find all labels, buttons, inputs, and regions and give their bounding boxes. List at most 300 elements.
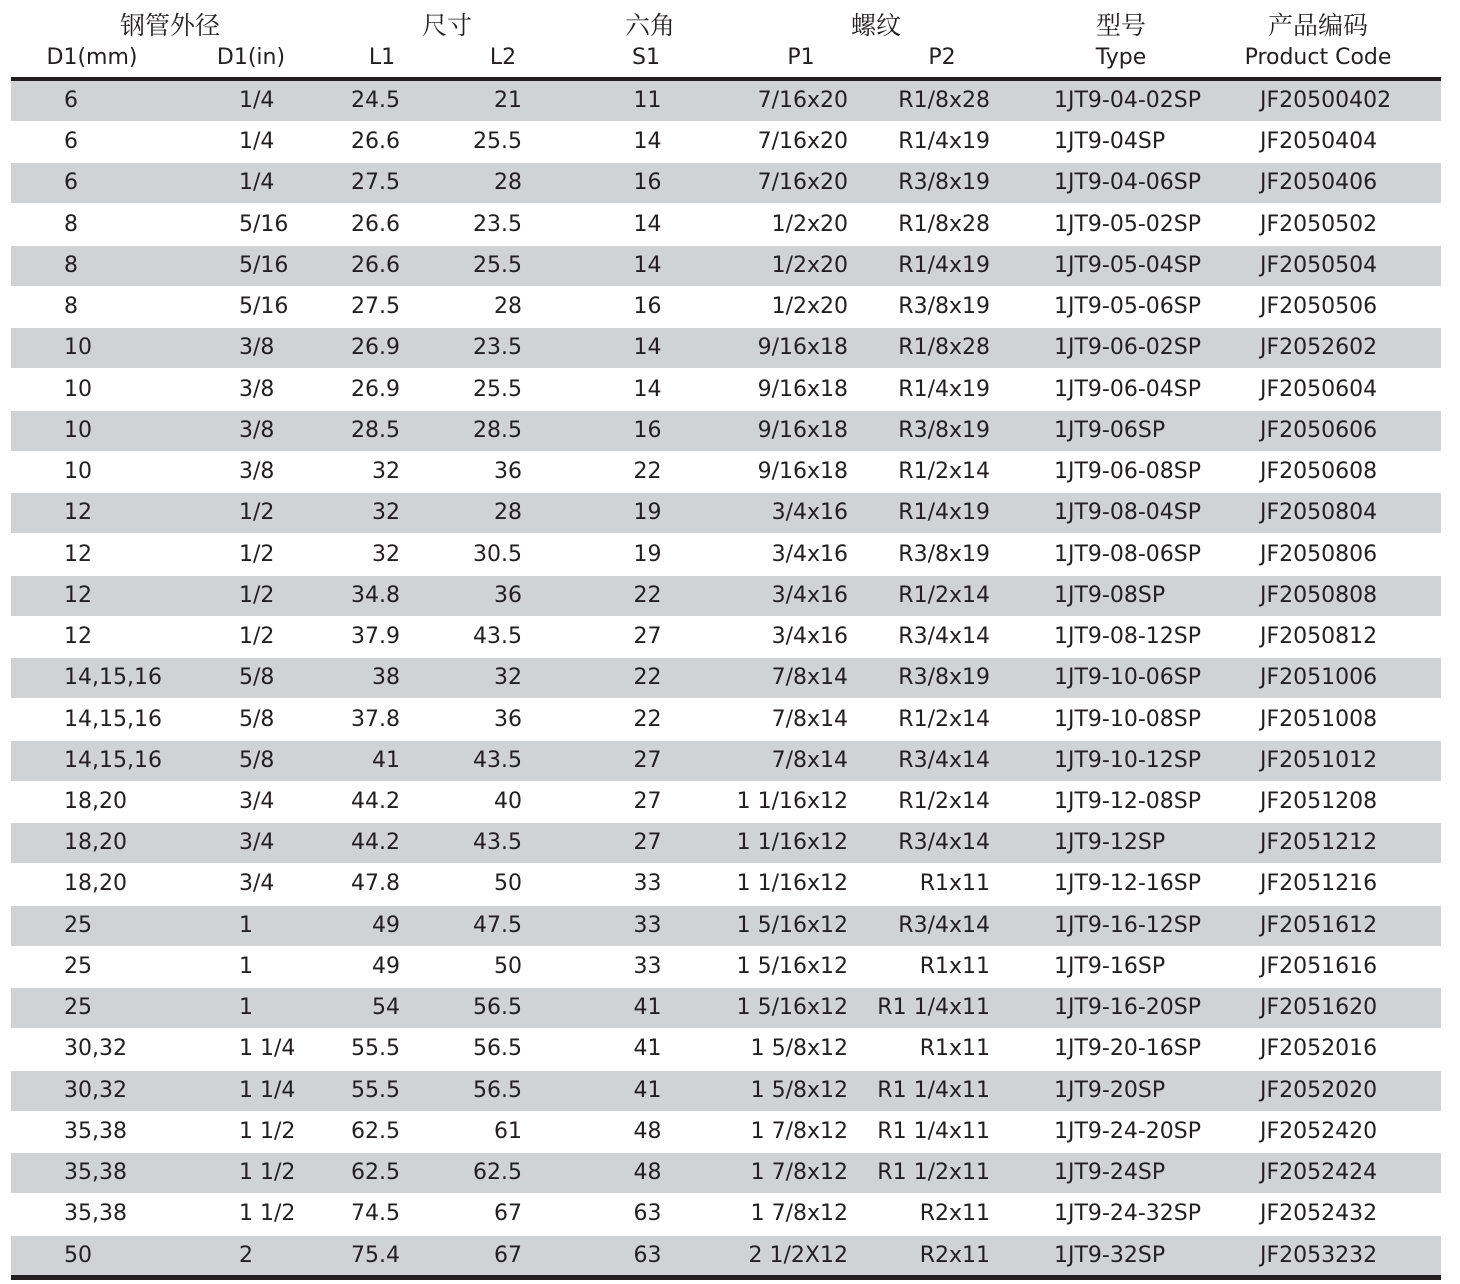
cell-d1-in: 1/4 [239, 88, 275, 113]
cell-s1: 33 [633, 912, 662, 938]
cell-p1: 9/16x18 [757, 417, 848, 443]
cell-p2: R1x11 [919, 1036, 990, 1062]
table-row [11, 741, 1441, 781]
column-header-s1: S1 [632, 45, 660, 70]
column-header-l2: L2 [489, 45, 517, 70]
cell-s1: 63 [633, 1242, 662, 1268]
cell-d1-in: 3/8 [239, 417, 275, 443]
cell-d1-mm: 35,38 [64, 1201, 127, 1227]
cell-product-code: JF2051216 [1260, 871, 1378, 897]
table-row [11, 287, 1441, 327]
table-row [11, 452, 1441, 492]
cell-s1: 22 [633, 665, 662, 691]
cell-product-code: JF2051620 [1260, 995, 1378, 1021]
cell-d1-mm: 18,20 [64, 871, 127, 897]
cell-p1: 7/16x20 [757, 170, 848, 196]
cell-l2: 25.5 [473, 252, 522, 278]
cell-product-code: JF2050406 [1260, 170, 1378, 196]
cell-d1-mm: 6 [64, 129, 78, 155]
cell-s1: 41 [633, 1077, 662, 1103]
cell-product-code: JF2052424 [1260, 1160, 1378, 1186]
cell-p1: 1 1/16x12 [736, 788, 848, 814]
table-row [11, 1029, 1441, 1069]
cell-type: 1JT9-12-08SP [1054, 788, 1202, 814]
cell-p2: R3/8x19 [898, 417, 990, 443]
cell-d1-in: 1/4 [239, 129, 275, 155]
cell-d1-mm: 35,38 [64, 1160, 127, 1186]
cell-p2: R1x11 [919, 871, 990, 897]
header-group-product-code: 产品编码 [1267, 11, 1369, 40]
cell-s1: 22 [633, 706, 662, 732]
cell-p2: R3/4x14 [898, 912, 990, 938]
cell-s1: 48 [633, 1160, 662, 1186]
cell-s1: 14 [633, 376, 662, 402]
cell-product-code: JF2051616 [1260, 953, 1378, 979]
cell-l1: 26.6 [351, 252, 400, 278]
cell-p2: R1/2x14 [898, 788, 990, 814]
cell-l2: 32 [494, 665, 522, 691]
cell-p2: R1 1/2x11 [877, 1160, 990, 1186]
cell-p2: R1/8x28 [898, 335, 990, 361]
cell-product-code: JF2050404 [1260, 129, 1378, 155]
cell-p1: 7/16x20 [757, 88, 848, 113]
cell-type: 1JT9-12-16SP [1054, 871, 1202, 897]
column-header-product-code: Product Code [1244, 45, 1392, 70]
cell-s1: 14 [633, 211, 662, 237]
table-row [11, 205, 1441, 245]
cell-s1: 27 [633, 624, 662, 650]
table-row [11, 535, 1441, 575]
cell-l1: 26.6 [351, 129, 400, 155]
cell-l1: 55.5 [351, 1036, 400, 1062]
cell-l1: 62.5 [351, 1118, 400, 1144]
cell-p2: R2x11 [919, 1242, 990, 1268]
cell-p1: 9/16x18 [757, 376, 848, 402]
cell-d1-mm: 25 [64, 912, 92, 938]
table-row [11, 1071, 1441, 1111]
cell-l1: 75.4 [351, 1242, 400, 1268]
cell-p1: 9/16x18 [757, 459, 848, 485]
header-group-thread: 螺纹 [850, 11, 902, 40]
cell-l2: 21 [494, 88, 522, 113]
cell-l1: 47.8 [351, 871, 400, 897]
cell-d1-mm: 8 [64, 294, 78, 320]
cell-type: 1JT9-20-16SP [1054, 1036, 1202, 1062]
cell-l2: 28 [494, 170, 522, 196]
cell-d1-mm: 30,32 [64, 1077, 127, 1103]
cell-d1-mm: 10 [64, 459, 92, 485]
cell-l1: 37.9 [351, 624, 400, 650]
cell-d1-mm: 18,20 [64, 788, 127, 814]
cell-l1: 41 [372, 747, 400, 773]
header-group-steel-pipe-od: 钢管外径 [119, 11, 221, 40]
cell-l2: 28 [494, 500, 522, 526]
cell-p2: R1/2x14 [898, 706, 990, 732]
cell-l2: 36 [494, 582, 522, 608]
cell-product-code: JF2050804 [1260, 500, 1378, 526]
table-row [11, 493, 1441, 533]
cell-type: 1JT9-06-02SP [1054, 335, 1202, 361]
cell-l2: 61 [494, 1118, 522, 1144]
cell-product-code: JF2051212 [1260, 830, 1378, 856]
cell-d1-mm: 10 [64, 417, 92, 443]
cell-d1-in: 1 [239, 995, 253, 1021]
cell-d1-mm: 6 [64, 170, 78, 196]
cell-s1: 16 [633, 170, 662, 196]
cell-l2: 67 [494, 1201, 522, 1227]
cell-d1-in: 3/4 [239, 788, 275, 814]
cell-type: 1JT9-10-12SP [1054, 747, 1202, 773]
header-group-hex: 六角 [624, 11, 676, 40]
cell-p1: 7/8x14 [771, 706, 848, 732]
cell-s1: 14 [633, 335, 662, 361]
cell-d1-mm: 14,15,16 [64, 706, 162, 732]
cell-type: 1JT9-16SP [1054, 953, 1166, 979]
cell-p1: 1 5/8x12 [750, 1036, 848, 1062]
cell-type: 1JT9-10-08SP [1054, 706, 1202, 732]
cell-l2: 36 [494, 459, 522, 485]
cell-l1: 54 [372, 995, 400, 1021]
cell-l1: 44.2 [351, 830, 400, 856]
cell-d1-mm: 6 [64, 88, 78, 113]
cell-l2: 56.5 [473, 1077, 522, 1103]
cell-l2: 23.5 [473, 211, 522, 237]
cell-l1: 44.2 [351, 788, 400, 814]
cell-type: 1JT9-08-06SP [1054, 541, 1202, 567]
column-header-p2: P2 [928, 45, 956, 70]
cell-p2: R1/2x14 [898, 459, 990, 485]
cell-l1: 62.5 [351, 1160, 400, 1186]
cell-l2: 47.5 [473, 912, 522, 938]
cell-p1: 3/4x16 [771, 500, 848, 526]
cell-l2: 50 [494, 871, 522, 897]
cell-type: 1JT9-16-12SP [1054, 912, 1202, 938]
column-header-d1-in: D1(in) [216, 45, 286, 70]
cell-d1-in: 1 1/4 [239, 1077, 296, 1103]
cell-l1: 34.8 [351, 582, 400, 608]
cell-l2: 50 [494, 953, 522, 979]
cell-product-code: JF2052602 [1260, 335, 1378, 361]
cell-s1: 33 [633, 871, 662, 897]
cell-type: 1JT9-12SP [1054, 830, 1166, 856]
cell-product-code: JF2051012 [1260, 747, 1378, 773]
cell-d1-mm: 14,15,16 [64, 747, 162, 773]
cell-d1-mm: 25 [64, 953, 92, 979]
cell-product-code: JF2050806 [1260, 541, 1378, 567]
cell-l2: 28.5 [473, 417, 522, 443]
cell-p1: 1/2x20 [771, 294, 848, 320]
cell-p1: 1 5/8x12 [750, 1077, 848, 1103]
cell-type: 1JT9-24-20SP [1054, 1118, 1202, 1144]
cell-l1: 32 [372, 459, 400, 485]
cell-l1: 26.9 [351, 335, 400, 361]
cell-p2: R1x11 [919, 953, 990, 979]
bottom-rule [11, 1275, 1441, 1280]
cell-product-code: JF2050808 [1260, 582, 1378, 608]
cell-d1-in: 3/8 [239, 335, 275, 361]
cell-l1: 49 [372, 953, 400, 979]
cell-l2: 43.5 [473, 747, 522, 773]
cell-p1: 1 1/16x12 [736, 830, 848, 856]
table-row [11, 81, 1441, 121]
cell-d1-in: 1/4 [239, 170, 275, 196]
cell-d1-in: 1/2 [239, 582, 275, 608]
table-row [11, 823, 1441, 863]
cell-d1-in: 5/16 [239, 252, 289, 278]
cell-l1: 32 [372, 541, 400, 567]
cell-p1: 7/16x20 [757, 129, 848, 155]
table-row [11, 576, 1441, 616]
cell-d1-in: 5/8 [239, 665, 275, 691]
cell-d1-mm: 8 [64, 211, 78, 237]
header-group-model: 型号 [1095, 11, 1147, 40]
cell-d1-mm: 8 [64, 252, 78, 278]
cell-d1-in: 1 1/4 [239, 1036, 296, 1062]
cell-d1-in: 1 1/2 [239, 1118, 296, 1144]
cell-l2: 28 [494, 294, 522, 320]
cell-l1: 27.5 [351, 170, 400, 196]
cell-p1: 1 5/16x12 [736, 912, 848, 938]
table-row [11, 906, 1441, 946]
cell-d1-in: 1/2 [239, 624, 275, 650]
cell-d1-in: 5/16 [239, 211, 289, 237]
cell-product-code: JF20500402 [1260, 88, 1392, 113]
cell-product-code: JF2051008 [1260, 706, 1378, 732]
cell-type: 1JT9-06SP [1054, 417, 1166, 443]
cell-s1: 27 [633, 788, 662, 814]
cell-l2: 30.5 [473, 541, 522, 567]
cell-p2: R2x11 [919, 1201, 990, 1227]
cell-d1-in: 1 1/2 [239, 1201, 296, 1227]
cell-s1: 63 [633, 1201, 662, 1227]
cell-type: 1JT9-06-08SP [1054, 459, 1202, 485]
cell-product-code: JF2051006 [1260, 665, 1378, 691]
cell-l2: 62.5 [473, 1160, 522, 1186]
cell-p2: R1 1/4x11 [877, 1077, 990, 1103]
cell-product-code: JF2050608 [1260, 459, 1378, 485]
cell-d1-mm: 10 [64, 335, 92, 361]
cell-d1-mm: 25 [64, 995, 92, 1021]
cell-p2: R1/2x14 [898, 582, 990, 608]
cell-p1: 7/8x14 [771, 665, 848, 691]
column-header-type: Type [1095, 45, 1147, 70]
cell-type: 1JT9-05-04SP [1054, 252, 1202, 278]
cell-d1-in: 1 [239, 953, 253, 979]
cell-p2: R3/8x19 [898, 170, 990, 196]
cell-type: 1JT9-05-06SP [1054, 294, 1202, 320]
cell-product-code: JF2050604 [1260, 376, 1378, 402]
cell-d1-mm: 12 [64, 582, 92, 608]
cell-p1: 1 7/8x12 [750, 1201, 848, 1227]
table-row [11, 1112, 1441, 1152]
cell-s1: 22 [633, 459, 662, 485]
column-header-d1-mm: D1(mm) [46, 45, 138, 70]
cell-l2: 36 [494, 706, 522, 732]
cell-l1: 32 [372, 500, 400, 526]
cell-s1: 41 [633, 1036, 662, 1062]
cell-d1-mm: 30,32 [64, 1036, 127, 1062]
cell-l2: 25.5 [473, 376, 522, 402]
cell-l2: 23.5 [473, 335, 522, 361]
cell-p2: R1 1/4x11 [877, 1118, 990, 1144]
cell-p2: R3/4x14 [898, 830, 990, 856]
cell-s1: 41 [633, 995, 662, 1021]
table-row [11, 617, 1441, 657]
cell-p2: R1 1/4x11 [877, 995, 990, 1021]
cell-p1: 1 1/16x12 [736, 871, 848, 897]
cell-p1: 9/16x18 [757, 335, 848, 361]
cell-d1-in: 1/2 [239, 500, 275, 526]
cell-l2: 56.5 [473, 1036, 522, 1062]
table-row [11, 1153, 1441, 1193]
cell-d1-mm: 12 [64, 624, 92, 650]
column-header-l1: L1 [368, 45, 396, 70]
cell-p1: 3/4x16 [771, 541, 848, 567]
cell-p2: R1/4x19 [898, 252, 990, 278]
cell-product-code: JF2053232 [1260, 1242, 1378, 1268]
cell-s1: 27 [633, 830, 662, 856]
table-row [11, 700, 1441, 740]
cell-p1: 3/4x16 [771, 582, 848, 608]
table-row [11, 246, 1441, 286]
cell-d1-in: 3/4 [239, 871, 275, 897]
cell-type: 1JT9-20SP [1054, 1077, 1166, 1103]
cell-l2: 67 [494, 1242, 522, 1268]
cell-p2: R1/8x28 [898, 88, 990, 113]
cell-type: 1JT9-10-06SP [1054, 665, 1202, 691]
cell-p1: 3/4x16 [771, 624, 848, 650]
cell-p1: 1 5/16x12 [736, 953, 848, 979]
cell-p1: 1/2x20 [771, 252, 848, 278]
cell-l1: 38 [372, 665, 400, 691]
cell-d1-in: 3/8 [239, 459, 275, 485]
table-row [11, 411, 1441, 451]
cell-d1-mm: 10 [64, 376, 92, 402]
cell-s1: 27 [633, 747, 662, 773]
cell-s1: 22 [633, 582, 662, 608]
cell-l1: 74.5 [351, 1201, 400, 1227]
table-row [11, 947, 1441, 987]
cell-d1-in: 3/8 [239, 376, 275, 402]
table-row [11, 122, 1441, 162]
cell-p1: 1 5/16x12 [736, 995, 848, 1021]
cell-product-code: JF2050502 [1260, 211, 1378, 237]
cell-l1: 55.5 [351, 1077, 400, 1103]
cell-d1-in: 5/8 [239, 706, 275, 732]
cell-p1: 7/8x14 [771, 747, 848, 773]
cell-p2: R3/8x19 [898, 541, 990, 567]
cell-product-code: JF2051612 [1260, 912, 1378, 938]
cell-d1-in: 1/2 [239, 541, 275, 567]
cell-d1-mm: 12 [64, 541, 92, 567]
cell-s1: 14 [633, 252, 662, 278]
cell-p2: R3/8x19 [898, 665, 990, 691]
cell-p1: 1 7/8x12 [750, 1118, 848, 1144]
cell-product-code: JF2051208 [1260, 788, 1378, 814]
table-row [11, 658, 1441, 698]
cell-type: 1JT9-08SP [1054, 582, 1166, 608]
cell-type: 1JT9-08-04SP [1054, 500, 1202, 526]
cell-d1-mm: 18,20 [64, 830, 127, 856]
cell-product-code: JF2050504 [1260, 252, 1378, 278]
cell-p2: R3/8x19 [898, 294, 990, 320]
cell-product-code: JF2052432 [1260, 1201, 1378, 1227]
cell-s1: 16 [633, 417, 662, 443]
cell-type: 1JT9-24-32SP [1054, 1201, 1202, 1227]
cell-type: 1JT9-04-06SP [1054, 170, 1202, 196]
cell-d1-in: 3/4 [239, 830, 275, 856]
cell-type: 1JT9-04SP [1054, 129, 1166, 155]
cell-d1-mm: 12 [64, 500, 92, 526]
cell-type: 1JT9-32SP [1054, 1242, 1166, 1268]
table-row [11, 1194, 1441, 1234]
table-row [11, 1236, 1441, 1276]
cell-d1-mm: 50 [64, 1242, 92, 1268]
cell-s1: 16 [633, 294, 662, 320]
cell-p2: R1/4x19 [898, 129, 990, 155]
cell-s1: 19 [633, 500, 662, 526]
cell-l2: 56.5 [473, 995, 522, 1021]
table-row [11, 782, 1441, 822]
cell-l2: 40 [494, 788, 522, 814]
table-header [0, 0, 1460, 80]
cell-d1-mm: 35,38 [64, 1118, 127, 1144]
cell-p1: 2 1/2X12 [748, 1242, 848, 1268]
cell-p2: R1/4x19 [898, 500, 990, 526]
cell-s1: 14 [633, 129, 662, 155]
cell-d1-in: 5/8 [239, 747, 275, 773]
product-table-body [11, 81, 1441, 1277]
cell-s1: 19 [633, 541, 662, 567]
cell-l2: 25.5 [473, 129, 522, 155]
cell-d1-in: 1 1/2 [239, 1160, 296, 1186]
table-row [11, 370, 1441, 410]
cell-l1: 37.8 [351, 706, 400, 732]
header-group-dimensions: 尺寸 [421, 11, 473, 40]
cell-type: 1JT9-24SP [1054, 1160, 1166, 1186]
cell-d1-in: 5/16 [239, 294, 289, 320]
cell-product-code: JF2050812 [1260, 624, 1378, 650]
cell-product-code: JF2052020 [1260, 1077, 1378, 1103]
cell-l2: 43.5 [473, 830, 522, 856]
cell-p1: 1/2x20 [771, 211, 848, 237]
cell-p2: R3/4x14 [898, 747, 990, 773]
table-row [11, 328, 1441, 368]
cell-d1-mm: 14,15,16 [64, 665, 162, 691]
table-row [11, 864, 1441, 904]
cell-type: 1JT9-04-02SP [1054, 88, 1202, 113]
cell-l1: 26.6 [351, 211, 400, 237]
cell-d1-in: 1 [239, 912, 253, 938]
cell-l2: 43.5 [473, 624, 522, 650]
cell-d1-in: 2 [239, 1242, 253, 1268]
cell-product-code: JF2050606 [1260, 417, 1378, 443]
cell-type: 1JT9-16-20SP [1054, 995, 1202, 1021]
cell-p1: 1 7/8x12 [750, 1160, 848, 1186]
cell-l1: 28.5 [351, 417, 400, 443]
cell-type: 1JT9-08-12SP [1054, 624, 1202, 650]
cell-type: 1JT9-06-04SP [1054, 376, 1202, 402]
cell-l1: 27.5 [351, 294, 400, 320]
cell-type: 1JT9-05-02SP [1054, 211, 1202, 237]
cell-product-code: JF2052420 [1260, 1118, 1378, 1144]
cell-p2: R1/4x19 [898, 376, 990, 402]
table-row [11, 163, 1441, 203]
cell-l1: 24.5 [351, 88, 400, 113]
cell-s1: 48 [633, 1118, 662, 1144]
cell-product-code: JF2052016 [1260, 1036, 1378, 1062]
cell-p2: R3/4x14 [898, 624, 990, 650]
